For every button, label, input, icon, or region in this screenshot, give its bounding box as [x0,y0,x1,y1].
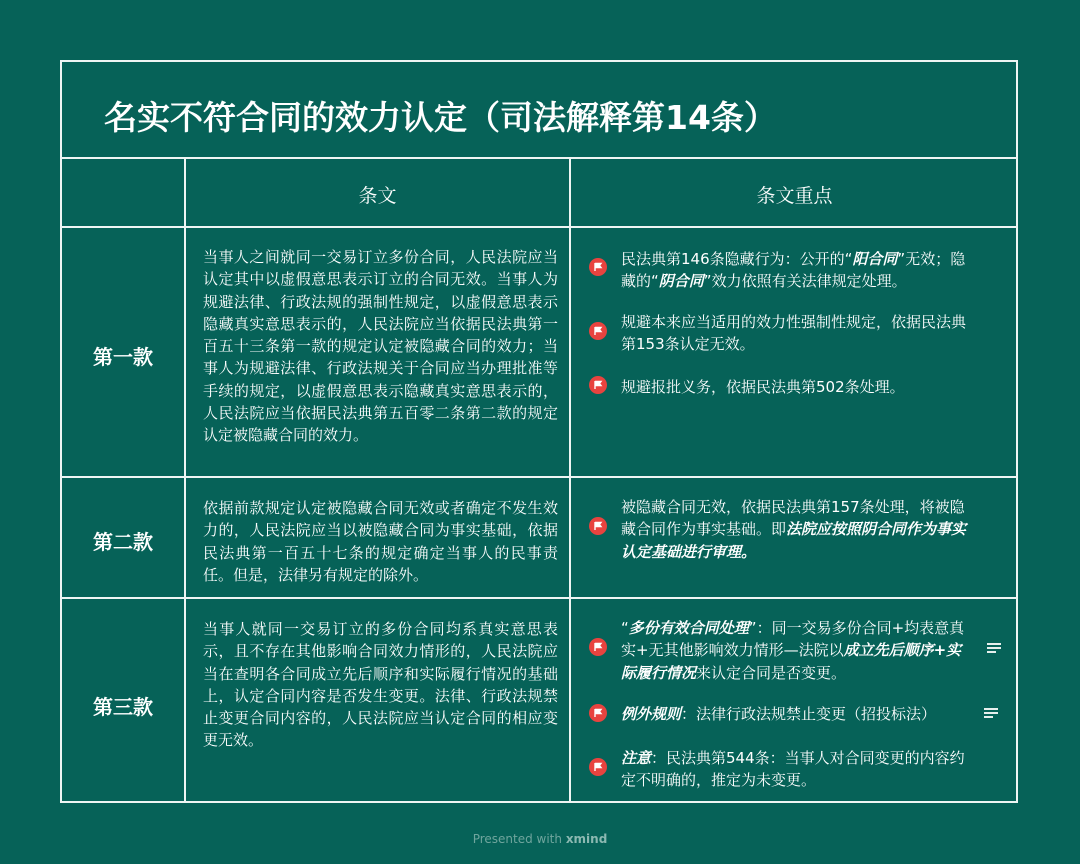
article-text-1: 当事人之间就同一交易订立多份合同，人民法院应当认定其中以虚假意思表示订立的合同无效。当事人为规避法律、行政法规的强制性规定，以虚假意思表示隐藏真实意思表示的，人民法院应当依据民法典第一百五十三条第一款的规定认定被隐藏合同的效力；当事人为规避法律、行政法规关于合同应当办理批准等手续的规定，以虚假意思表示隐藏真实意思表示的，人民法院应当依据民法典第五百零二条第二款的规定认定被隐藏合同的效力。 [203,248,558,445]
key-point-text: 规避本来应当适用的效力性强制性规定，依据民法典第153条认定无效。 [621,313,967,354]
flag-icon [589,517,607,535]
table-frame [60,60,1018,803]
title-bar [62,62,1016,159]
column-header-article: 条文 [358,185,397,207]
article-text-2: 依据前款规定认定被隐藏合同无效或者确定不发生效力的，人民法院应当以被隐藏合同为事实基础，依据民法典第一百五十七条的规定确定当事人的民事责任。但是，法律另有规定的除外。 [203,499,558,584]
brand-logo: xmind [565,832,608,846]
note-icon[interactable] [987,643,1001,653]
column-header-key-points: 条文重点 [756,185,833,207]
article-text-3: 当事人就同一交易订立的多份合同均系真实意思表示，且不存在其他影响合同效力情形的，人民法院应当在查明各合同成立先后顺序和实际履行情况的基础上，认定合同内容是否发生变更。法律、行政法规禁止变更合同内容的，人民法院应当认定合同的相应变更无效。 [203,620,558,750]
flag-icon [589,322,607,340]
row-divider-2 [62,597,1016,599]
header-divider [62,226,1016,228]
row-label-2: 第二款 [93,530,153,554]
note-icon[interactable] [984,708,998,718]
flag-icon [589,376,607,394]
key-point-text: “多份有效合同处理”：同一交易多份合同+均表意真实+无其他影响效力情形—法院以成立先后顺序+实际履行情况来认定合同是否变更。 [621,619,965,682]
row-label-3: 第三款 [93,695,153,719]
flag-icon [589,704,607,722]
key-point-text: 例外规则：法律行政法规禁止变更（招投标法） [621,705,937,723]
footer-credit: Presented with xmind [472,832,608,846]
key-point-text: 被隐藏合同无效，依据民法典第157条处理，将被隐藏合同作为事实基础。即法院应按照阴合同作为事实认定基础进行审理。 [621,498,967,561]
col-divider-2 [569,159,571,801]
row-label-1: 第一款 [93,345,153,369]
col-divider-1 [184,159,186,801]
flag-icon [589,638,607,656]
row-divider-1 [62,476,1016,478]
flag-icon [589,758,607,776]
key-point-text: 注意：民法典第544条：当事人对合同变更的内容约定不明确的，推定为未变更。 [621,749,965,790]
key-point-text: 民法典第146条隐藏行为：公开的“阳合同”无效；隐藏的“阴合同”效力依照有关法律规定处理。 [621,250,966,291]
page-title: 名实不符合同的效力认定（司法解释第14条） [104,98,777,137]
key-point-text: 规避报批义务，依据民法典第502条处理。 [621,378,905,396]
flag-icon [589,258,607,276]
